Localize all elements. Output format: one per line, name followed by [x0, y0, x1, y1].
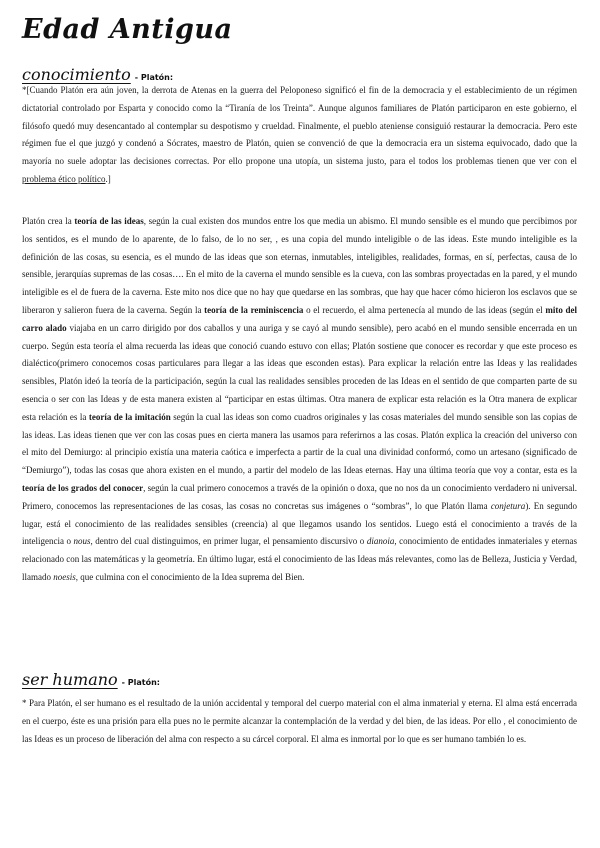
section-author: - Platón: [134, 73, 174, 82]
section-heading-text: ser humano [22, 670, 118, 689]
italic-term: noesis [53, 571, 76, 582]
text-run: viajaba en un carro dirigido por dos caballos y una auriga y se cayó al mundo sensible), pero acabó en el mundo sensible encerrada en un cuerpo. Según esta teoría el alma recuerda las ideas que conoció cuando estuvo con ellas; Platón sostiene que conocer es recordar y que este proceso es dialéctico(primero conocemos cosas particulares para llegar a las ideas que esconden estas). Para explicar la relación entre las Ideas y las realidades sensibles, Platón ideó la teoría de la participación, según la cual las realidades sensibles proceden de las Ideas en el sentido de que comparten parte de su esencia o ser con las Ideas y de esta manera existen al “participar en estas últimas. Otra manera de explicar esta relación es la Otra manera de explicar esta relación es la [22, 322, 578, 422]
bold-term: mito del carro alado [22, 304, 578, 333]
section-heading-text: conocimiento [22, 65, 131, 84]
bold-term: teoría de las ideas [74, 216, 144, 226]
text-run: ). En segundo lugar, está el conocimiento de las realidades sensibles (creencia) al que llegamos usando los sentidos. Luego está el conocimiento a través de la inteligencia o [22, 500, 577, 547]
italic-term: dianoia [366, 536, 395, 547]
paragraph-theory-of-ideas [22, 213, 577, 587]
text-run: Platón crea la [22, 216, 75, 226]
text-run: , dentro del cual distinguimos, en primer lugar, el pensamiento discursivo o [90, 536, 367, 547]
text-run: según la cual las ideas son como cuadros originales y las cosas materiales del mundo sensible son las copias de las ideas. Las ideas tienen que ver con las cosas pues en cierta manera las usamos para referirnos a las cosas. Platón explica la creación del universo con el mito del Demiurgo: al principio existía una materia caótica e imperfecta a partir de la cual una divinidad conformó, como un artesano (significado de “Demiurgo”), todas las cosas que ahora existen en el mundo, a partir del modelo de las Ideas eternas. Hay una última teoría que voy a contar, esta es la [22, 411, 577, 476]
section-author: - Platón: [121, 678, 160, 687]
paragraph-historical-context [22, 82, 577, 189]
underlined-term: problema ético político [22, 173, 106, 184]
text-run: , según la cual existen dos mundos entre los que media un abismo. El mundo sensible es el mundo que percibimos por los sentidos, es el mundo de lo aparente, de lo falso, de lo no ser, , es una copia del mundo inteligible o de las ideas. Este mundo inteligible es la definición de las cosas, su esencia, es el mundo de las ideas que son eternas, inmutables, inteligibles, realidades, formas, en sí, perfectas, causa de lo sensible, jerarquías supremas de las cosas…. En el mito de la caverna el mundo sensible es la cueva, con las sombras proyectadas en la pared, y el mundo inteligible es el de fuera de la caverna. Este mito nos dice que no hay que quedarse en las sombras, que hay que hacer cómo hicieron los esclavos que se liberaron y salieron fuera de la caverna. Según la [22, 216, 578, 315]
bold-term: teoría de la imitación [88, 411, 171, 422]
text-run: , según la cual primero conocemos a través de la opinión o doxa, que no nos da un conocimiento verdadero ni universal. Primero, conocemos las representaciones de las cosas, las cosas no concretas sus imágenes o “sombras”, lo que Platón llama [22, 482, 577, 511]
text-run: , que culmina con el conocimiento de la Idea suprema del Bien. [75, 571, 305, 582]
bold-term: teoría de la reminiscencia [204, 304, 304, 315]
text-run: *[Cuando Platón era aún joven, la derrota de Atenas en la guerra del Peloponeso significó el fin de la democracia y el establecimiento de un régimen dictatorial controlado por Esparta y conocido como la “Tiranía de los Treinta”. Aunque algunos familiares de Platón participaron en este gobierno, el filósofo quedó muy desencantado al contemplar su despotismo y crueldad. Finalmente, el pueblo ateniense consiguió restaurar la democracia. Pero este régimen fue el que juzgó y condenó a Sócrates, maestro de Platón, quien se convenció de que la democracia era un sistema equivocado, dado que la mayoría no suele adoptar las decisiones correctas. Por ello propone una utopía, un sistema justo, para el todos los problemas tienen que ver con el [22, 85, 577, 167]
paragraph-human-being: * Para Platón, el ser humano es el resultado de la unión accidental y temporal del cuerpo material con el alma inmaterial y eterna. El alma está encerrada en el cuerpo, éste es una prisión para ella pues no le permite alcanzar la contemplación de la verdad y del bien, de las ideas. Por ello , el conocimiento de las Ideas es un proceso de liberación del alma con respecto a su cárcel corporal. El alma es inmortal por lo que es ser humano también lo es. [22, 698, 577, 744]
bold-term: teoría de los grados del conocer [22, 482, 144, 493]
page-title: Edad Antigua [22, 14, 233, 45]
italic-term: nous [73, 536, 91, 547]
italic-term: conjetura [490, 500, 526, 511]
section-heading-ser-humano [22, 670, 160, 689]
text-run: .] [105, 173, 111, 184]
text-run: , conocimiento de entidades inmateriales y eternas relacionado con las matemáticas y la geometría. En último lugar, está el conocimiento de las Ideas más relevantes, como las de Belleza, Justicia y Verdad, llamado [22, 536, 577, 582]
text-run: o el recuerdo, el alma pertenecía al mundo de las ideas (según el [303, 304, 546, 315]
